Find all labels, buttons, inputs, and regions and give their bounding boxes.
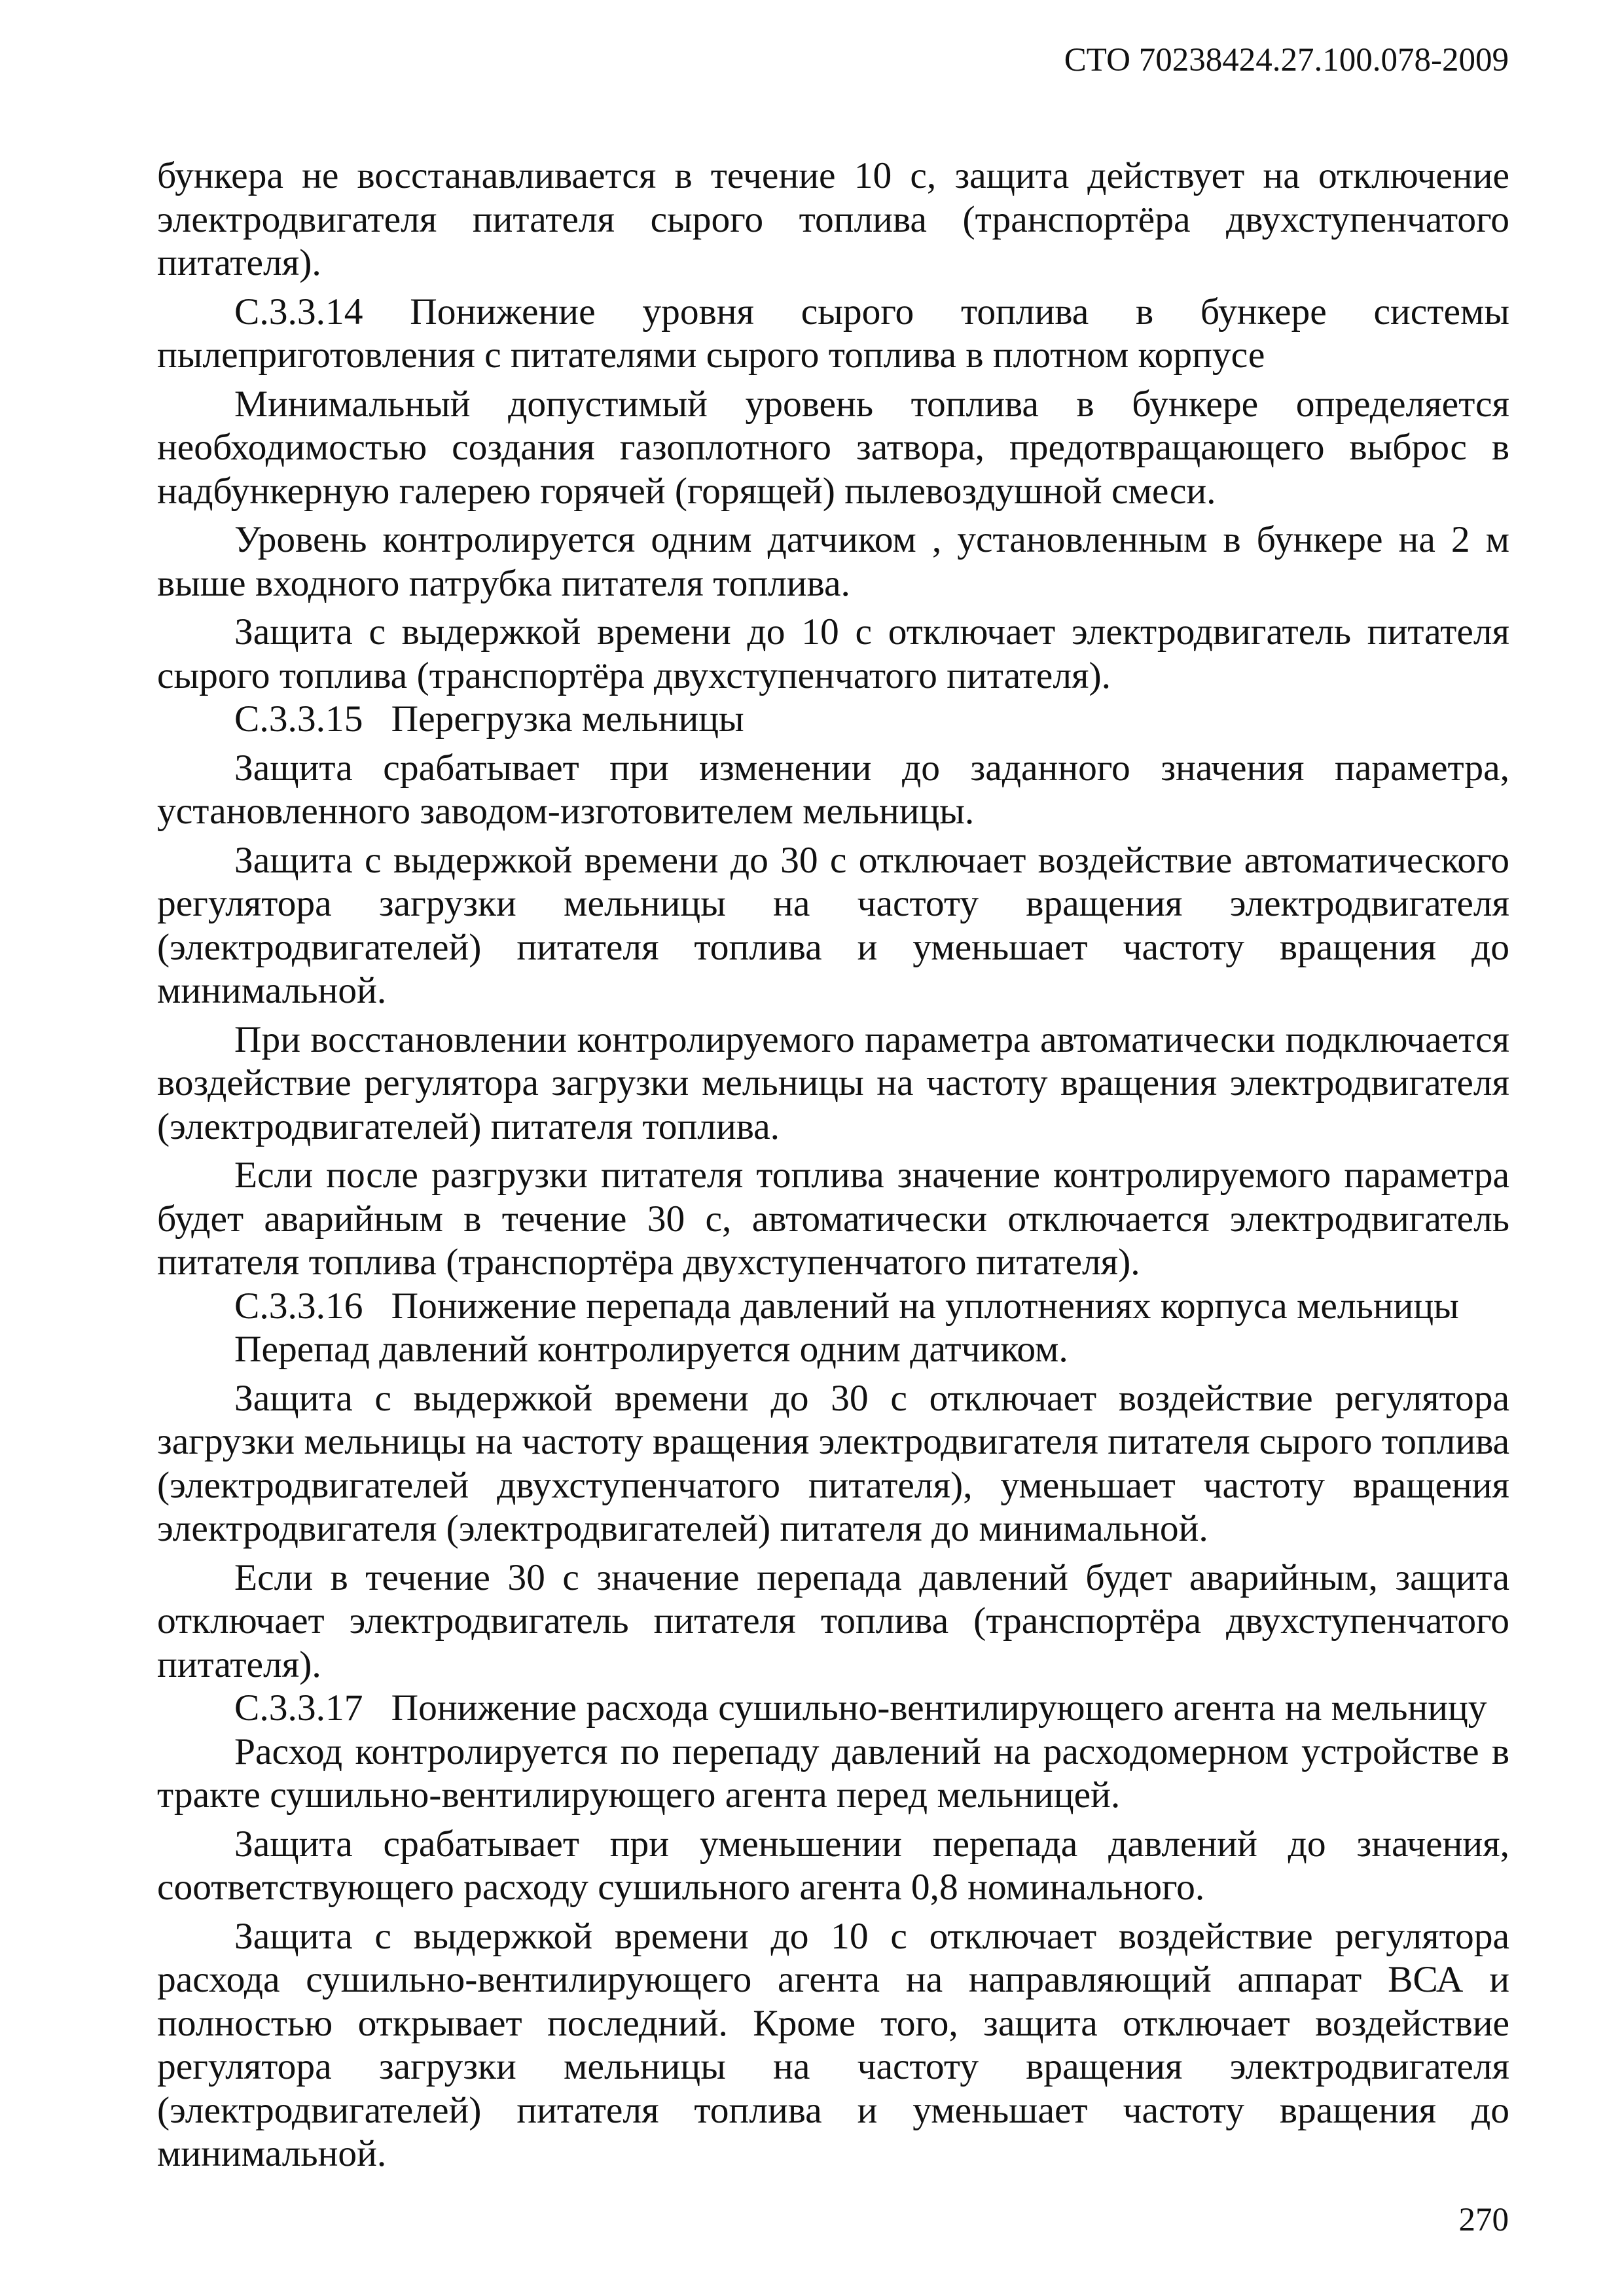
- section-heading-c-3-3-16: С.3.3.16 Понижение перепада давлений на уплотнениях корпуса мельницы: [234, 1285, 1459, 1327]
- document-body: [157, 154, 1509, 2176]
- paragraph: Перепад давлений контролируется одним датчиком.: [234, 1329, 1068, 1370]
- paragraph: Если в течение 30 с значение перепада давлений будет аварийным, защита отключает электродвигатель питателя топлива (транспортёра двухступенчатого питателя).: [157, 1556, 1509, 1685]
- paragraph: Защита с выдержкой времени до 30 с отключает воздействие автоматического регулятора загрузки мельницы на частоту вращения электродвигателя (электродвигателей) питателя топлива и уменьшает частоту вращения до минимальной.: [157, 839, 1509, 1011]
- document-code-header: СТО 70238424.27.100.078-2009: [1064, 42, 1509, 79]
- paragraph: Защита с выдержкой времени до 10 с отключает электродвигатель питателя сырого топлива (транспортёра двухступенчатого питателя).: [157, 611, 1509, 696]
- paragraph: Защита срабатывает при изменении до заданного значения параметра, установленного заводом-изготовителем мельницы.: [157, 747, 1509, 832]
- paragraph: Минимальный допустимый уровень топлива в бункере определяется необходимостью создания газоплотного затвора, предотвращающего выброс в надбункерную галерею горячей (горящей) пылевоздушной смеси.: [157, 383, 1509, 512]
- section-heading-c-3-3-15: С.3.3.15 Перегрузка мельницы: [234, 698, 744, 740]
- paragraph: Расход контролируется по перепаду давлений на расходомерном устройстве в тракте сушильно-вентилирующего агента перед мельницей.: [157, 1731, 1509, 1816]
- paragraph: Если после разгрузки питателя топлива значение контролируемого параметра будет аварийным в течение 30 с, автоматически отключается электродвигатель питателя топлива (транспортёра двухступенчатого питателя).: [157, 1155, 1509, 1283]
- paragraph: При восстановлении контролируемого параметра автоматически подключается воздействие регулятора загрузки мельницы на частоту вращения электродвигателя (электродвигателей) питателя топлива.: [157, 1018, 1509, 1147]
- paragraph: Уровень контролируется одним датчиком , установленным в бункере на 2 м выше входного патрубка питателя топлива.: [157, 519, 1509, 604]
- section-heading-c-3-3-14: С.3.3.14 Понижение уровня сырого топлива в бункере системы пылеприготовления с питателями сырого топлива в плотном корпусе: [157, 291, 1509, 376]
- section-heading-c-3-3-17: С.3.3.17 Понижение расхода сушильно-вентилирующего агента на мельницу: [234, 1687, 1487, 1729]
- paragraph: Защита срабатывает при уменьшении перепада давлений до значения, соответствующего расходу сушильного агента 0,8 номинального.: [157, 1823, 1509, 1908]
- paragraph: Защита с выдержкой времени до 10 с отключает воздействие регулятора расхода сушильно-вентилирующего агента на направляющий аппарат ВСА и полностью открывает последний. Кроме того, защита отключает воздействие регулятора загрузки мельницы на частоту вращения электродвигателя (электродвигателей) питателя топлива и уменьшает частоту вращения до минимальной.: [157, 1915, 1509, 2174]
- paragraph-continuation: бункера не восстанавливается в течение 10 с, защита действует на отключение электродвигателя питателя сырого топлива (транспортёра двухступенчатого питателя).: [157, 155, 1509, 283]
- page-number: 270: [1458, 2202, 1509, 2238]
- paragraph: Защита с выдержкой времени до 30 с отключает воздействие регулятора загрузки мельницы на частоту вращения электродвигателя питателя сырого топлива (электродвигателей двухступенчатого питателя), уменьшает частоту вращения электродвигателя (электродвигателей) питателя до минимальной.: [157, 1377, 1510, 1549]
